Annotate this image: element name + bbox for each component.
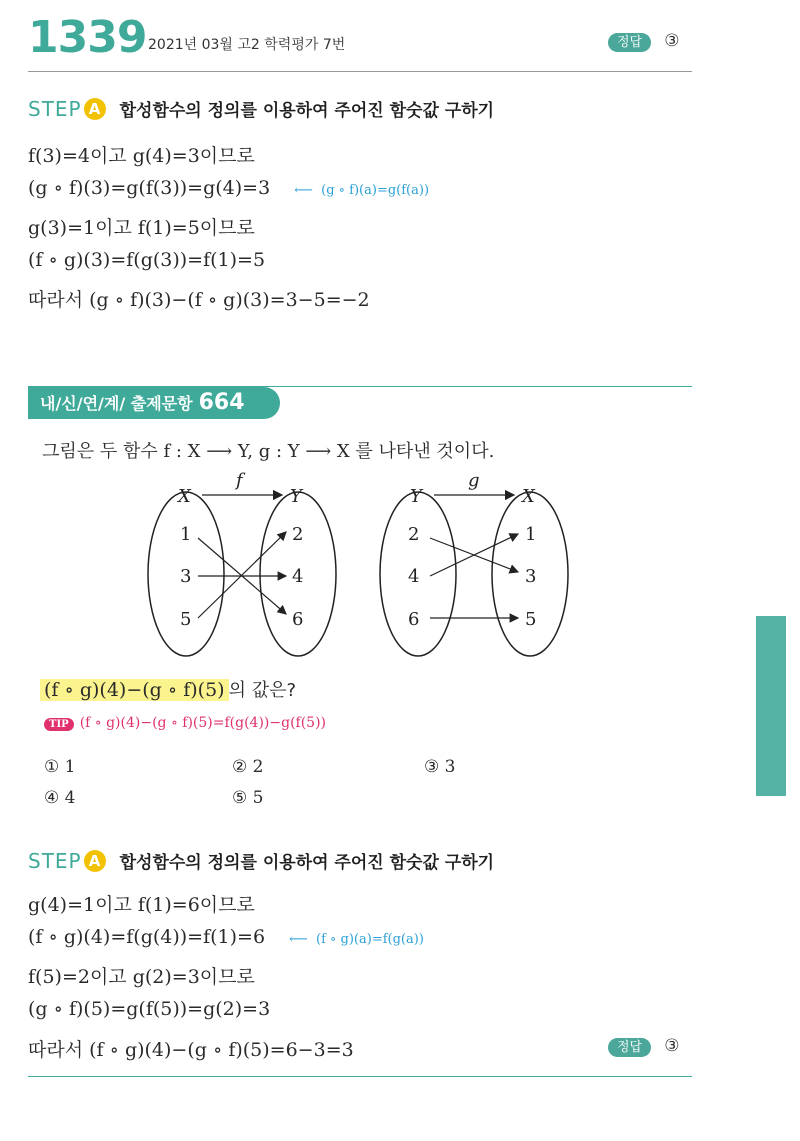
diagram-g-codomain-label: X [522, 486, 535, 507]
final-answer-value: ③ [664, 1036, 680, 1056]
step1-label: STEP [28, 97, 82, 121]
final-answer-box [608, 1036, 679, 1056]
diagram-f-codomain-2: 2 [292, 524, 304, 545]
side-chapter-tab [756, 616, 786, 796]
diagram-g-codomain-3: 3 [525, 566, 537, 587]
step2-line-4: (g ∘ f)(5)=g(f(5))=g(2)=3 [28, 998, 271, 1020]
step1-title: 합성함수의 정의를 이용하여 주어진 함숫값 구하기 [119, 101, 495, 121]
question-suffix: 의 값은? [228, 680, 297, 701]
problem-number: 1339 [28, 12, 147, 63]
answer-value: ③ [664, 31, 680, 51]
diagram-f-domain-5: 5 [180, 609, 192, 630]
problem-statement: 그림은 두 함수 f : X ⟶ Y, g : Y ⟶ X 를 나타낸 것이다. [42, 441, 495, 462]
step2-note: ⟵ (f ∘ g)(a)=f(g(a)) [289, 932, 424, 947]
step1-note-text: (g ∘ f)(a)=g(f(a)) [321, 183, 430, 198]
diagram-f-func-label: f [236, 470, 243, 491]
step2-title: 합성함수의 정의를 이용하여 주어진 함숫값 구하기 [119, 853, 495, 873]
diagram-g-domain-2: 2 [408, 524, 420, 545]
section-tab [28, 387, 280, 419]
diagram-g-codomain-1: 1 [525, 524, 537, 545]
footer-divider [28, 1076, 692, 1077]
choice-1: ① 1 [44, 757, 76, 777]
step2-label: STEP [28, 849, 82, 873]
diagram-g-func-label: g [468, 470, 480, 491]
diagram-g-codomain-5: 5 [525, 609, 537, 630]
tip [44, 710, 326, 732]
choice-3: ③ 3 [424, 757, 456, 777]
step2-heading [28, 848, 494, 873]
step2-line-3: f(5)=2이고 g(2)=3이므로 [28, 966, 255, 988]
step1-line-3: g(3)=1이고 f(1)=5이므로 [28, 217, 255, 239]
diagram-f-codomain-4: 4 [292, 566, 304, 587]
answer-box [608, 31, 679, 51]
mapping-diagrams [140, 462, 600, 662]
step2-line-2 [28, 926, 424, 948]
step1-heading [28, 96, 494, 121]
choice-4: ④ 4 [44, 788, 76, 808]
step1-line-4: (f ∘ g)(3)=f(g(3))=f(1)=5 [28, 249, 266, 271]
arrow-f-5-2 [198, 532, 286, 618]
step2-line-1: g(4)=1이고 f(1)=6이므로 [28, 894, 255, 916]
tip-text: (f ∘ g)(4)−(g ∘ f)(5)=f(g(4))−g(f(5)) [79, 715, 326, 731]
tip-badge: TIP [44, 718, 74, 731]
section-number: 664 [198, 390, 245, 415]
step2-line-2-text: (f ∘ g)(4)=f(g(4))=f(1)=6 [28, 926, 266, 948]
diagram-f-domain-3: 3 [180, 566, 192, 587]
diagram-f-codomain-6: 6 [292, 609, 304, 630]
problem-source: 2021년 03월 고2 학력평가 7번 [148, 37, 346, 53]
diagram-f-domain-label: X [178, 486, 191, 507]
step2-note-text: (f ∘ g)(a)=f(g(a)) [316, 932, 424, 947]
step1-note: ⟵ (g ∘ f)(a)=g(f(a)) [294, 183, 430, 198]
final-answer-badge: 정답 [608, 1038, 651, 1057]
choice-5: ⑤ 5 [232, 788, 264, 808]
diagram-f-domain-1: 1 [180, 524, 192, 545]
header-divider [28, 71, 692, 72]
question-expression: (f ∘ g)(4)−(g ∘ f)(5) [40, 679, 229, 701]
step2-letter-badge: A [84, 850, 106, 872]
step1-letter-badge: A [84, 98, 106, 120]
answer-badge: 정답 [608, 33, 651, 52]
step1-line-5: 따라서 (g ∘ f)(3)−(f ∘ g)(3)=3−5=−2 [28, 289, 370, 311]
diagram-g-domain-4: 4 [408, 566, 420, 587]
question [40, 676, 296, 702]
choice-2: ② 2 [232, 757, 264, 777]
arrow-g-4-1 [430, 534, 518, 576]
diagram-f-codomain-label: Y [290, 486, 302, 507]
diagram-g-domain-label: Y [410, 486, 422, 507]
diagram-g-domain-6: 6 [408, 609, 420, 630]
section-title: 내/신/연/계/ 출제문항 [40, 394, 193, 413]
step2-line-5: 따라서 (f ∘ g)(4)−(g ∘ f)(5)=6−3=3 [28, 1039, 354, 1061]
step1-line-1: f(3)=4이고 g(4)=3이므로 [28, 145, 255, 167]
step1-line-2-text: (g ∘ f)(3)=g(f(3))=g(4)=3 [28, 177, 271, 199]
step1-line-2 [28, 177, 429, 199]
